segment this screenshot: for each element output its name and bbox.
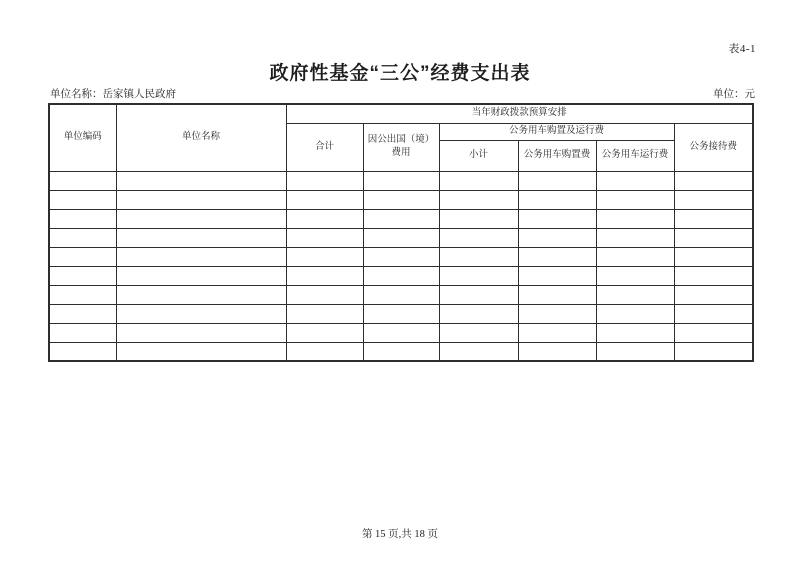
table-cell: [286, 228, 363, 247]
table-row: [49, 266, 753, 285]
table-cell: [674, 171, 753, 190]
table-cell: [49, 266, 116, 285]
table-cell: [674, 323, 753, 342]
table-cell: [518, 247, 596, 266]
page-number: 第 15 页,共 18 页: [361, 529, 439, 540]
table-cell: [518, 266, 596, 285]
table-cell: [596, 209, 674, 228]
table-cell: [596, 342, 674, 361]
expenditure-table: [48, 103, 754, 362]
table-cell: [363, 228, 439, 247]
table-cell: [363, 247, 439, 266]
table-cell: [49, 323, 116, 342]
table-cell: [518, 304, 596, 323]
table-cell: [439, 190, 518, 209]
currency-unit-label: 单位：元: [713, 89, 755, 100]
table-cell: [49, 285, 116, 304]
table-cell: [363, 342, 439, 361]
table-cell: [518, 342, 596, 361]
table-cell: [439, 171, 518, 190]
table-cell: [363, 266, 439, 285]
table-cell: [674, 304, 753, 323]
table-cell: [439, 342, 518, 361]
table-cell: [363, 304, 439, 323]
table-cell: [286, 171, 363, 190]
table-cell: [674, 190, 753, 209]
table-cell: [116, 228, 286, 247]
table-cell: [518, 209, 596, 228]
meta-row: [50, 86, 755, 101]
table-cell: [439, 266, 518, 285]
table-cell: [116, 323, 286, 342]
table-row: [49, 171, 753, 190]
col-header-unit-code: 单位编码: [49, 104, 116, 171]
col-header-budget-group: 当年财政拨款预算安排: [286, 104, 753, 123]
table-cell: [439, 304, 518, 323]
table-cell: [49, 304, 116, 323]
table-cell: [286, 285, 363, 304]
table-cell: [518, 285, 596, 304]
table-cell: [674, 285, 753, 304]
table-cell: [49, 228, 116, 247]
page-title: 政府性基金“三公”经费支出表: [269, 63, 531, 84]
table-cell: [363, 323, 439, 342]
col-header-total: 合计: [286, 123, 363, 171]
table-cell: [518, 228, 596, 247]
table-cell: [116, 285, 286, 304]
table-cell: [116, 342, 286, 361]
table-cell: [518, 323, 596, 342]
table-cell: [49, 247, 116, 266]
table-cell: [439, 247, 518, 266]
table-cell: [518, 171, 596, 190]
table-cell: [286, 247, 363, 266]
table-cell: [674, 266, 753, 285]
table-cell: [596, 304, 674, 323]
col-header-abroad-expense: 因公出国（境）费用: [363, 123, 439, 171]
table-cell: [286, 209, 363, 228]
table-cell: [439, 285, 518, 304]
table-cell: [363, 209, 439, 228]
col-header-vehicle-group: 公务用车购置及运行费: [439, 123, 674, 140]
table-cell: [674, 342, 753, 361]
table-cell: [116, 304, 286, 323]
table-row: [49, 228, 753, 247]
table-cell: [286, 342, 363, 361]
table-cell: [439, 209, 518, 228]
table-cell: [674, 247, 753, 266]
col-header-subtotal: 小计: [439, 140, 518, 171]
table-cell: [674, 209, 753, 228]
col-header-unit-name: 单位名称: [116, 104, 286, 171]
table-header: [49, 104, 753, 171]
table-body: [49, 171, 753, 361]
table-row: [49, 209, 753, 228]
col-header-vehicle-purchase: 公务用车购置费: [518, 140, 596, 171]
table-row: [49, 190, 753, 209]
table-cell: [596, 285, 674, 304]
table-cell: [596, 247, 674, 266]
table-cell: [363, 190, 439, 209]
table-number-label: 表4-1: [728, 43, 756, 55]
table-cell: [286, 323, 363, 342]
table-cell: [596, 266, 674, 285]
table-cell: [363, 171, 439, 190]
unit-name-label: 单位名称：岳家镇人民政府: [50, 89, 176, 100]
table-row: [49, 342, 753, 361]
table-cell: [674, 228, 753, 247]
table-row: [49, 304, 753, 323]
table-cell: [363, 285, 439, 304]
table-cell: [116, 209, 286, 228]
table-row: [49, 247, 753, 266]
table-cell: [518, 190, 596, 209]
table-cell: [49, 209, 116, 228]
table-cell: [286, 304, 363, 323]
table-cell: [286, 190, 363, 209]
table-cell: [596, 171, 674, 190]
table-cell: [116, 171, 286, 190]
table-cell: [116, 190, 286, 209]
col-header-reception: 公务接待费: [674, 123, 753, 171]
table-row: [49, 285, 753, 304]
table-cell: [116, 247, 286, 266]
table-cell: [596, 190, 674, 209]
col-header-vehicle-operation: 公务用车运行费: [596, 140, 674, 171]
table-cell: [116, 266, 286, 285]
table-cell: [439, 228, 518, 247]
table-cell: [49, 342, 116, 361]
table-cell: [439, 323, 518, 342]
table-cell: [286, 266, 363, 285]
table-row: [49, 323, 753, 342]
table-cell: [596, 228, 674, 247]
table-cell: [49, 171, 116, 190]
table-cell: [596, 323, 674, 342]
table-cell: [49, 190, 116, 209]
